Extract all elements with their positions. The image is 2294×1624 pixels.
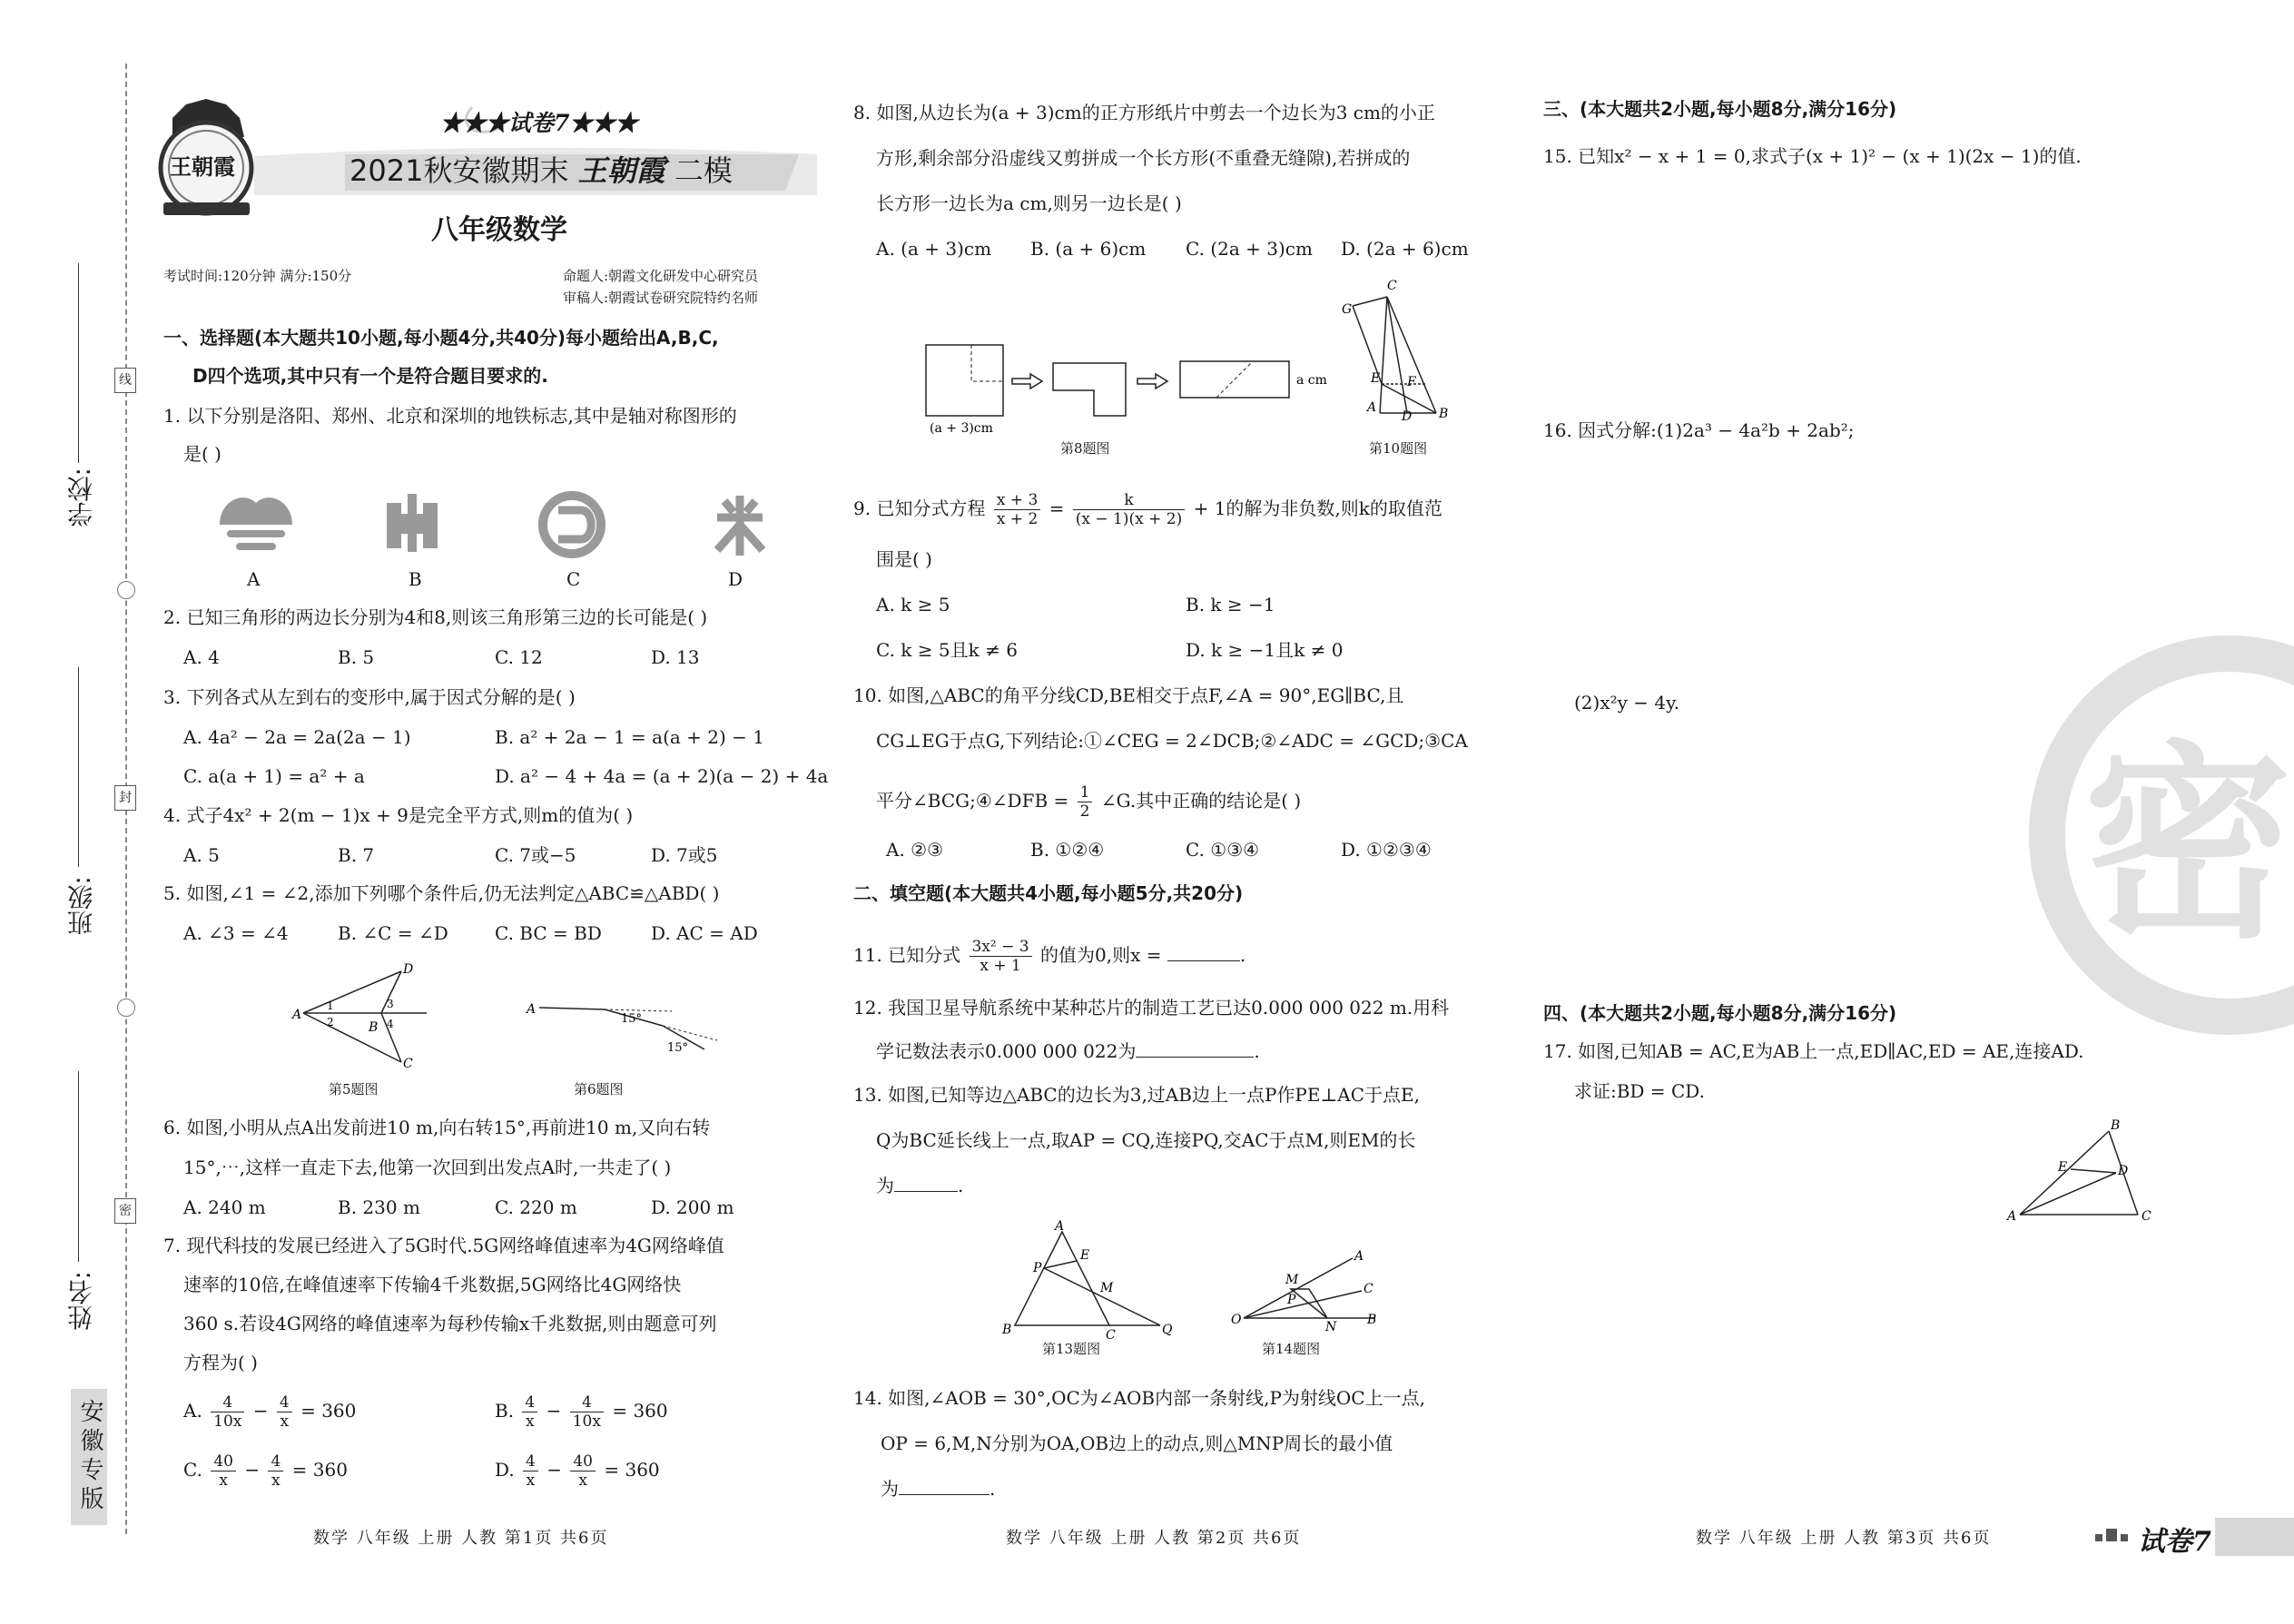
q5-stem: 5. 如图,∠1 = ∠2,添加下列哪个条件后,仍无法判定△ABC≌△ABD( ) [163, 882, 720, 904]
q5-option-a: A. ∠3 = ∠4 [183, 922, 289, 944]
q11-answer-blank[interactable] [1167, 944, 1240, 961]
q12-line-1: 12. 我国卫星导航系统中某种芯片的制造工艺已达0.000 000 022 m.用科 [853, 997, 1450, 1019]
school-fill-line [78, 263, 79, 463]
svg-text:C: C [1106, 1328, 1116, 1343]
svg-text:A: A [1354, 1249, 1364, 1264]
section-1-title-line-2: D四个选项,其中只有一个是符合题目要求的. [192, 365, 548, 387]
q11-line [853, 933, 1245, 977]
q12-answer-blank[interactable] [1136, 1040, 1254, 1058]
exam-title-prefix: 2021秋安徽期末 [350, 153, 569, 188]
q8-option-c: C. (2a + 3)cm [1186, 238, 1313, 260]
q7-a-op: − [252, 1400, 269, 1422]
q7-d-f1-den: x [526, 1471, 536, 1490]
q7-b-f2-den: 10x [572, 1412, 601, 1431]
q3-option-c: C. a(a + 1) = a² + a [183, 765, 365, 787]
logo-text: 王朝霞 [170, 153, 235, 180]
q7-d-fraction-1 [523, 1452, 538, 1490]
q1-metro-logos [209, 490, 753, 563]
svg-text:B: B [369, 1020, 379, 1035]
svg-text:C: C [1387, 279, 1397, 293]
footer-paper-tag: 试卷7 [2138, 1526, 2211, 1558]
svg-text:B: B [1002, 1323, 1012, 1337]
q8-option-b: B. (a + 6)cm [1030, 238, 1147, 260]
q11-den: x + 1 [980, 957, 1021, 975]
q7-d-f1-num: 4 [523, 1452, 538, 1471]
svg-text:E: E [1371, 371, 1381, 386]
q1-line-2: 是( ) [183, 443, 222, 465]
class-label: 班级: [66, 876, 96, 936]
q1-label-d: D [728, 568, 743, 590]
q7-c-f1-den: x [219, 1471, 228, 1490]
svg-text:M: M [1285, 1273, 1299, 1287]
svg-text:D: D [1402, 409, 1413, 424]
exam-title-suffix: 二模 [674, 153, 733, 188]
q13-line-2: Q为BC延长线上一点,取AP = CQ,连接PQ,交AC于点M,则EM的长 [876, 1129, 1416, 1151]
q14-line-2: OP = 6,M,N分别为OA,OB边上的动点,则△MNP周长的最小值 [881, 1432, 1393, 1454]
exam-title-brand: 王朝霞 [577, 153, 665, 188]
q14-line-3-text: 为 [881, 1478, 899, 1500]
q9-suffix: + 1的解为非负数,则k的取值范 [1193, 497, 1442, 519]
q7-a-fraction-2 [277, 1393, 292, 1431]
q13-figure [999, 1219, 1180, 1343]
q12-end: . [1254, 1040, 1260, 1062]
q7-a-rhs: = 360 [300, 1400, 357, 1422]
q14-answer-blank[interactable] [899, 1478, 989, 1495]
q10-half-fraction [1078, 783, 1093, 821]
school-label: 学校: [66, 468, 96, 527]
q10-caption: 第10题图 [1369, 440, 1428, 457]
q9-lhs-den: x + 2 [996, 510, 1039, 528]
q14-line-3 [881, 1478, 995, 1500]
q2-stem: 2. 已知三角形的两边长分别为4和8,则该三角形第三边的长可能是( ) [163, 606, 708, 628]
q14-caption: 第14题图 [1262, 1341, 1321, 1357]
q10-option-a: A. ②③ [886, 839, 944, 861]
exam-time-info: 考试时间:120分钟 满分:150分 [163, 268, 352, 284]
q7-a-f1-num: 4 [211, 1393, 244, 1412]
q7-a-f2-den: x [280, 1412, 290, 1431]
q7-d-fraction-2 [570, 1452, 596, 1490]
q10-line-3-b: ∠G.其中正确的结论是( ) [1100, 790, 1302, 812]
q9-option-a: A. k ≥ 5 [876, 594, 950, 615]
q7-c-fraction-2 [268, 1452, 283, 1490]
subject-title: 八年级数学 [431, 214, 567, 246]
q1-line-1: 1. 以下分别是洛阳、郑州、北京和深圳的地铁标志,其中是轴对称图形的 [163, 405, 737, 427]
q3-option-a: A. 4a² − 2a = 2a(2a − 1) [183, 726, 411, 748]
q7-option-c [183, 1452, 348, 1490]
svg-text:3: 3 [387, 998, 394, 1010]
q9-option-d: D. k ≥ −1且k ≠ 0 [1186, 639, 1344, 661]
q7-b-f2-num: 4 [570, 1393, 604, 1412]
q6-option-c: C. 220 m [495, 1196, 577, 1218]
reviewer-info: 审稿人:朝霞试卷研究院特约名师 [563, 290, 759, 306]
section-2-title: 二、填空题(本大题共4小题,每小题5分,共20分) [853, 882, 1244, 904]
svg-text:O: O [1231, 1313, 1242, 1327]
watermark-char: 密 [2083, 724, 2293, 967]
name-label: 姓名: [66, 1271, 96, 1331]
q3-option-b: B. a² + 2a − 1 = a(a + 2) − 1 [495, 726, 764, 748]
q2-option-b: B. 5 [338, 646, 375, 668]
q16-part-1: 16. 因式分解:(1)2a³ − 4a²b + 2ab²; [1543, 419, 1855, 441]
q6-figure [527, 989, 726, 1062]
q7-c-f2-num: 4 [268, 1452, 283, 1471]
footer-page-2: 数学 八年级 上册 人教 第2页 共6页 [1006, 1529, 1302, 1548]
svg-text:D: D [403, 962, 414, 977]
q5-option-d: D. AC = AD [651, 922, 758, 944]
svg-text:A: A [1055, 1219, 1065, 1234]
q7-option-a [183, 1393, 356, 1431]
q10-half-num: 1 [1078, 783, 1093, 802]
svg-text:C: C [1364, 1282, 1373, 1296]
seal-seal-box: 封 [114, 785, 136, 811]
fig6-angle-label-2: 15° [667, 1041, 689, 1055]
q4-option-d: D. 7或5 [651, 844, 718, 866]
q7-d-f2-num: 40 [570, 1452, 596, 1471]
edition-label: 安徽专版 [71, 1389, 107, 1525]
q5-option-b: B. ∠C = ∠D [338, 922, 448, 944]
q7-b-f1-den: x [526, 1412, 535, 1431]
q11-end: . [1239, 944, 1246, 966]
binding-hole-1 [117, 581, 135, 599]
q8-fig-side-label: (a + 3)cm [930, 421, 993, 436]
q7-d-f2-den: x [578, 1471, 587, 1490]
q9-lhs-fraction [994, 491, 1040, 528]
svg-text:A: A [292, 1008, 302, 1022]
q6-option-d: D. 200 m [651, 1196, 734, 1218]
watermark-seal-icon [2020, 635, 2292, 1035]
q7-c-f1-num: 40 [211, 1452, 236, 1471]
beijing-logo-icon [543, 496, 601, 554]
q9-option-c: C. k ≥ 5且k ≠ 6 [876, 639, 1018, 661]
shenzhen-logo-icon [717, 496, 763, 556]
footer-page-3: 数学 八年级 上册 人教 第3页 共6页 [1696, 1529, 1992, 1548]
svg-text:F: F [1407, 375, 1416, 389]
q11-fraction [970, 938, 1032, 975]
svg-text:P: P [1033, 1261, 1042, 1275]
q2-option-c: C. 12 [495, 646, 543, 668]
q8-caption: 第8题图 [1060, 440, 1110, 457]
q11-num: 3x² − 3 [970, 938, 1032, 957]
fig6-angle-label-1: 15° [621, 1012, 643, 1026]
q9-eq: = [1049, 497, 1065, 519]
class-fill-line [78, 667, 79, 867]
q7-option-b [495, 1393, 668, 1431]
q17-line-1: 17. 如图,已知AB = AC,E为AB上一点,ED∥AC,ED = AE,连接AD. [1543, 1040, 2084, 1062]
q7-c-label: C. [183, 1459, 202, 1481]
q13-end: . [958, 1175, 964, 1196]
q7-b-op: − [546, 1400, 562, 1422]
q6-line-1: 6. 如图,小明从点A出发前进10 m,向右转15°,再前进10 m,又向右转 [163, 1117, 711, 1138]
q5-caption: 第5题图 [329, 1081, 379, 1097]
q2-option-d: D. 13 [651, 646, 700, 668]
paper-label: ★★★试卷7★★★ [440, 110, 638, 136]
q13-caption: 第13题图 [1042, 1341, 1101, 1357]
q9-rhs-fraction [1073, 491, 1185, 528]
q8-figure [917, 336, 1327, 436]
q7-b-fraction-1 [522, 1393, 537, 1431]
q3-option-d: D. a² − 4 + 4a = (a + 2)(a − 2) + 4a [495, 765, 829, 787]
q7-line-2: 速率的10倍,在峰值速率下传输4千兆数据,5G网络比4G网络快 [183, 1274, 682, 1295]
q13-answer-blank[interactable] [894, 1175, 958, 1192]
svg-text:N: N [1325, 1320, 1337, 1334]
svg-text:B: B [2111, 1118, 2121, 1133]
svg-text:G: G [1342, 302, 1353, 317]
svg-text:1: 1 [327, 999, 334, 1012]
svg-text:M: M [1100, 1281, 1114, 1295]
q4-option-b: B. 7 [338, 844, 375, 866]
q13-line-3-text: 为 [876, 1175, 894, 1196]
q7-a-f1-den: 10x [213, 1412, 242, 1431]
q7-b-rhs: = 360 [612, 1400, 668, 1422]
svg-text:C: C [2141, 1209, 2151, 1224]
svg-text:Q: Q [1162, 1323, 1173, 1337]
zhengzhou-logo-icon [387, 494, 438, 552]
q15-text: 15. 已知x² − x + 1 = 0,求式子(x + 1)² − (x + 1)(2x − 1)的值. [1543, 145, 2082, 167]
q7-d-rhs: = 360 [604, 1459, 660, 1481]
q7-c-f2-den: x [271, 1471, 281, 1490]
q5-option-c: C. BC = BD [495, 922, 602, 944]
q7-d-label: D. [495, 1459, 515, 1481]
binding-hole-2 [117, 999, 135, 1017]
svg-text:E: E [1080, 1248, 1090, 1263]
seal-line-box: 线 [114, 368, 136, 393]
q10-figure [1334, 277, 1452, 422]
q6-option-a: A. 240 m [183, 1196, 266, 1218]
q12-line-2 [876, 1040, 1260, 1062]
q7-b-label: B. [495, 1400, 515, 1422]
q6-caption: 第6题图 [574, 1081, 624, 1097]
q8-line-2: 方形,剩余部分沿虚线又剪拼成一个长方形(不重叠无缝隙),若拼成的 [876, 147, 1411, 169]
name-fill-line [78, 1071, 79, 1262]
svg-text:2: 2 [327, 1016, 334, 1029]
section-4-title: 四、(本大题共2小题,每小题8分,满分16分) [1543, 1002, 1897, 1024]
q10-option-c: C. ①③④ [1186, 839, 1260, 861]
q7-b-fraction-2 [570, 1393, 604, 1431]
q1-label-b: B [409, 568, 422, 590]
seal-secret-box: 密 [114, 1198, 136, 1224]
q7-line-4: 方程为( ) [183, 1352, 258, 1373]
q7-c-rhs: = 360 [291, 1459, 348, 1481]
q7-c-fraction-1 [211, 1452, 236, 1490]
q6-option-b: B. 230 m [338, 1196, 420, 1218]
q14-figure [1226, 1244, 1398, 1334]
q4-option-c: C. 7或−5 [495, 844, 576, 866]
q8-fig-rect-label: a cm [1296, 373, 1327, 388]
q4-stem: 4. 式子4x² + 2(m − 1)x + 9是完全平方式,则m的值为( ) [163, 804, 634, 826]
author-info: 命题人:朝霞文化研发中心研究员 [563, 268, 759, 284]
q11-suffix: 的值为0,则x = [1039, 944, 1162, 966]
q9-rhs-num: k [1073, 491, 1185, 510]
svg-text:B: B [1439, 407, 1449, 421]
footer-page-1: 数学 八年级 上册 人教 第1页 共6页 [313, 1529, 609, 1548]
q10-line-3 [876, 781, 1301, 821]
q1-label-c: C [566, 568, 581, 590]
q7-line-3: 360 s.若设4G网络的峰值速率为每秒传输x千兆数据,则由题意可列 [183, 1313, 717, 1334]
q17-line-2: 求证:BD = CD. [1574, 1080, 1705, 1102]
q9-line-1 [853, 485, 1442, 532]
q2-option-a: A. 4 [183, 646, 220, 668]
q5-figure [290, 962, 436, 1071]
q7-b-f1-num: 4 [522, 1393, 537, 1412]
q10-half-den: 2 [1079, 802, 1090, 821]
svg-text:E: E [2058, 1160, 2068, 1175]
svg-text:D: D [2118, 1164, 2129, 1178]
q10-option-d: D. ①②③④ [1341, 839, 1432, 861]
q9-rhs-den: (x − 1)(x + 2) [1075, 510, 1183, 528]
q14-line-1: 14. 如图,∠AOB = 30°,OC为∠AOB内部一条射线,P为射线OC上一点, [853, 1387, 1425, 1409]
q10-option-b: B. ①②④ [1030, 839, 1105, 861]
q8-line-3: 长方形一边长为a cm,则另一边长是( ) [876, 192, 1182, 214]
q9-prefix: 9. 已知分式方程 [853, 497, 986, 519]
svg-text:A: A [1367, 400, 1377, 415]
q6-line-2: 15°,⋯,这样一直走下去,他第一次回到出发点A时,一共走了( ) [183, 1156, 672, 1178]
section-3-title: 三、(本大题共2小题,每小题8分,满分16分) [1543, 98, 1897, 120]
q4-option-a: A. 5 [183, 844, 220, 866]
q8-line-1: 8. 如图,从边长为(a + 3)cm的正方形纸片中剪去一个边长为3 cm的小正 [853, 102, 1435, 123]
q8-option-d: D. (2a + 6)cm [1341, 238, 1469, 260]
q8-option-a: A. (a + 3)cm [876, 238, 992, 260]
svg-text:P: P [1287, 1293, 1296, 1307]
q10-line-1: 10. 如图,△ABC的角平分线CD,BE相交于点F,∠A = 90°,EG∥BC,且 [853, 684, 1404, 706]
footer-tag-bar [2215, 1518, 2294, 1556]
q7-a-f2-num: 4 [277, 1393, 292, 1412]
q9-lhs-num: x + 3 [994, 491, 1040, 510]
q9-option-b: B. k ≥ −1 [1186, 594, 1275, 615]
q13-line-1: 13. 如图,已知等边△ABC的边长为3,过AB边上一点P作PE⊥AC于点E, [853, 1084, 1420, 1106]
q9-line-2: 围是( ) [876, 548, 932, 570]
q12-line-2-text: 学记数法表示0.000 000 022为 [876, 1040, 1137, 1062]
q7-option-d [495, 1452, 660, 1490]
q7-line-1: 7. 现代科技的发展已经进入了5G时代.5G网络峰值速率为4G网络峰值 [163, 1235, 724, 1256]
q7-a-label: A. [183, 1400, 202, 1422]
q3-stem: 3. 下列各式从左到右的变形中,属于因式分解的是( ) [163, 686, 576, 708]
svg-text:A: A [2007, 1209, 2017, 1224]
exam-title [350, 153, 733, 189]
section-1-title-line-1: 一、选择题(本大题共10小题,每小题4分,共40分)每小题给出A,B,C, [163, 327, 719, 349]
q14-end: . [989, 1478, 996, 1500]
q17-figure [2002, 1117, 2165, 1225]
q16-part-2: (2)x²y − 4y. [1574, 692, 1680, 714]
q10-line-2: CG⊥EG于点G,下列结论:①∠CEG = 2∠DCB;②∠ADC = ∠GCD;③CA [876, 730, 1468, 752]
q7-a-fraction-1 [211, 1393, 244, 1431]
svg-text:B: B [1367, 1313, 1377, 1327]
fig6-point-a: A [527, 1002, 537, 1017]
q10-line-3-a: 平分∠BCG;④∠DFB = [876, 790, 1069, 812]
q1-label-a: A [247, 568, 261, 590]
q11-prefix: 11. 已知分式 [853, 944, 961, 966]
svg-text:C: C [403, 1057, 413, 1071]
q7-d-op: − [546, 1459, 562, 1481]
svg-text:4: 4 [387, 1018, 394, 1030]
q7-c-op: − [244, 1459, 261, 1481]
q13-line-3 [876, 1175, 963, 1196]
luoyang-logo-icon [220, 497, 292, 550]
